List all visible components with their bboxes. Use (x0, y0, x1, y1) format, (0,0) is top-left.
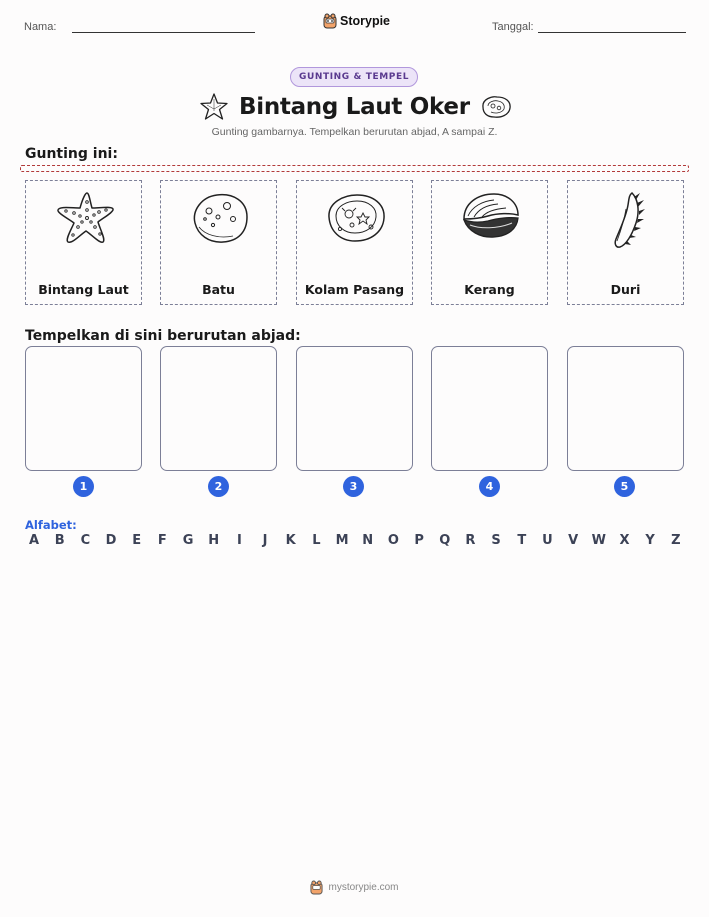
alphabet-letter: U (542, 533, 553, 548)
activity-tag: GUNTING & TEMPEL (290, 67, 418, 87)
spine-icon (596, 189, 658, 253)
cut-card-rock[interactable] (160, 180, 277, 305)
tide-pool-mini-icon (480, 94, 512, 120)
alphabet-letter: L (312, 533, 321, 548)
paste-slot-3[interactable] (296, 346, 413, 471)
alphabet-letter: M (335, 533, 349, 548)
alphabet-letter: Z (671, 533, 681, 548)
footer-site[interactable]: mystorypie.com (328, 882, 399, 893)
alphabet-letter: C (80, 533, 91, 548)
alphabet-letter: V (568, 533, 579, 548)
alphabet-letter: W (591, 533, 606, 548)
alphabet-letter: E (132, 533, 142, 548)
cut-card-starfish[interactable] (25, 180, 142, 305)
brand-name: Storypie (340, 14, 391, 28)
paste-slot-2[interactable] (160, 346, 277, 471)
footer (0, 880, 709, 895)
instructions: Gunting gambarnya. Tempelkan berurutan abjad, A sampai Z. (211, 126, 498, 138)
date-label: Tanggal: (492, 21, 534, 33)
paste-heading: Tempelkan di sini berurutan abjad: (25, 328, 301, 344)
starfish-icon (54, 189, 116, 247)
cut-heading: Gunting ini: (25, 146, 118, 162)
clam-shell-icon (460, 189, 522, 247)
name-field[interactable] (72, 32, 255, 33)
tide-pool-icon (325, 189, 387, 247)
alphabet-letter: R (465, 533, 476, 548)
slot-number-badge: 3 (343, 476, 364, 497)
storypie-mascot-icon (310, 880, 323, 895)
alphabet-letter: D (105, 533, 117, 548)
alphabet-letter: G (182, 533, 194, 548)
slot-number-badge: 4 (479, 476, 500, 497)
alphabet-letter: S (491, 533, 501, 548)
card-label: Kolam Pasang (304, 282, 405, 297)
starfish-outline-icon (199, 92, 229, 122)
brand-logo (323, 13, 390, 29)
name-label: Nama: (24, 21, 57, 33)
rock-icon (189, 189, 251, 247)
slot-number-badge: 5 (614, 476, 635, 497)
paste-slot-5[interactable] (567, 346, 684, 471)
alphabet-letter: N (362, 533, 374, 548)
card-label: Bintang Laut (38, 282, 129, 297)
alphabet-letter: Y (645, 533, 655, 548)
alphabet-letter: B (54, 533, 65, 548)
cut-line (20, 165, 689, 172)
alphabet-letter: T (517, 533, 527, 548)
alphabet-row (25, 533, 685, 548)
alphabet-letter: A (28, 533, 40, 548)
date-field[interactable] (538, 32, 686, 33)
slot-number-badge: 1 (73, 476, 94, 497)
cut-card-spine[interactable] (567, 180, 684, 305)
alphabet-letter: X (619, 533, 630, 548)
cut-card-tide-pool[interactable] (296, 180, 413, 305)
page-title: Bintang Laut Oker (239, 94, 470, 120)
card-label: Kerang (464, 282, 515, 297)
alphabet-letter: J (262, 533, 268, 548)
paste-slot-1[interactable] (25, 346, 142, 471)
alphabet-letter: P (414, 533, 424, 548)
storypie-mascot-icon (323, 13, 337, 29)
cut-card-clam[interactable] (431, 180, 548, 305)
alphabet-letter: I (236, 533, 242, 548)
alphabet-letter: O (387, 533, 399, 548)
paste-slot-4[interactable] (431, 346, 548, 471)
title-row (199, 90, 519, 124)
alphabet-letter: H (208, 533, 220, 548)
alphabet-label: Alfabet: (25, 518, 77, 532)
alphabet-letter: Q (439, 533, 451, 548)
slot-number-badge: 2 (208, 476, 229, 497)
card-label: Duri (610, 282, 641, 297)
alphabet-letter: K (285, 533, 296, 548)
alphabet-letter: F (157, 533, 167, 548)
card-label: Batu (202, 282, 235, 297)
